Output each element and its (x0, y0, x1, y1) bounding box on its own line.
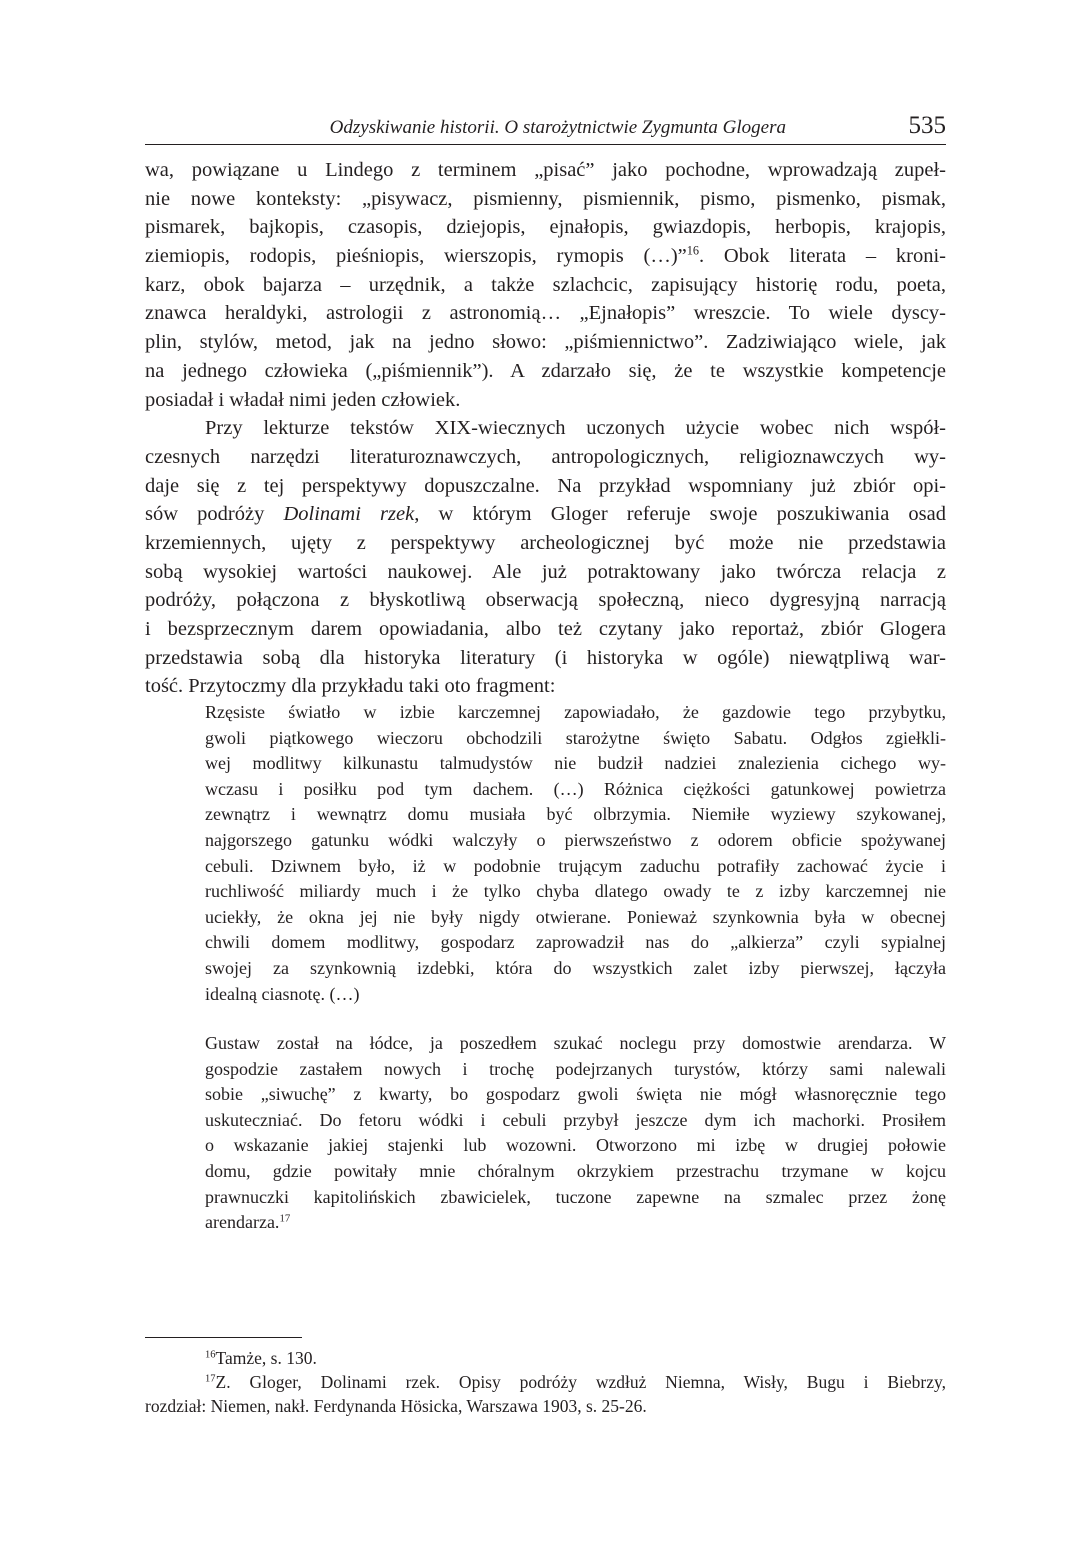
footnote-reference: 16 (205, 1349, 216, 1361)
quote-line: uskuteczniać. Do fetoru wódki i cebuli przybył jeszcze dym ich machorki. Prosiłem (205, 1109, 946, 1130)
italic-title: Dolinami rzek (283, 503, 415, 526)
quote-line: wczasu i posiłku pod tym dachem. (…) Różnica ciężkości gatunkowej powietrza (205, 778, 946, 799)
quote-line: Rzęsiste światło w izbie karczemnej zapowiadało, że gazdowie tego przybytku, (205, 702, 946, 722)
quote-line: gospodzie zastałem nowych i trochę podejrzanych turystów, którzy sami nalewali (205, 1058, 946, 1079)
block-quote-paragraph-1 (205, 700, 946, 1007)
running-title: Odzyskiwanie historii. O starożytnictwie Zygmunta Glogera (329, 117, 786, 138)
quote-line: Gustaw został na łódce, ja poszedłem szukać noclegu przy domostwie arendarza. W (205, 1033, 946, 1053)
text-segment: Tamże, s. 130. (215, 1348, 317, 1368)
paragraph-line: daje się z tej perspektywy dopuszczalne. Na przykład wspomniany już zbiór opi- (145, 474, 946, 497)
paragraph-line: na jednego człowieka („piśmiennik”). A zdarzało się, że te wszystkie kompetencje (145, 359, 946, 382)
text-segment: . Obok literata – kroni- (699, 245, 946, 268)
footnote-separator (145, 1337, 302, 1338)
paragraph-line: i bezsprzecznym darem opowiadania, albo też czytany jako reportaż, zbiór Glogera (145, 618, 946, 640)
quote-line: chwili domem modlitwy, gospodarz zaprowadził nas do „alkierza” czyli sypialnej (205, 932, 946, 953)
paragraph-line: sobą wysokiej wartości naukowej. Ale już potraktowany jako twórcza relacja z (145, 560, 946, 583)
paragraph-line (145, 500, 946, 529)
paragraph-line: nie nowe konteksty: „pisywacz, pismienny, pismiennik, pismo, pismenko, pismak, (145, 187, 946, 210)
paragraph-line: przedstawia sobą dla historyka literatury (i historyka w ogóle) niewątpliwą war- (145, 646, 946, 669)
quote-line: o wskazanie jakiej stajenki lub wozowni. Otworzono mi izbę w drugiej połowie (205, 1135, 946, 1156)
text-segment: , w którym Gloger referuje swoje poszukiwania osad (414, 503, 946, 526)
quote-line: idealną ciasnotę. (…) (205, 983, 360, 1004)
footnote-line: rozdział: Niemen, nakł. Ferdynanda Hösicka, Warszawa 1903, s. 25-26. (145, 1396, 647, 1416)
paragraph-line: znawca heraldyki, astrologii z astronomią… „Ejnałopis” wreszcie. To wiele dyscy- (145, 302, 946, 325)
footnote-line (145, 1346, 946, 1370)
paragraph-line: wa, powiązane u Lindego z terminem „pisać” jako pochodne, wprowadzają zupeł- (145, 159, 946, 181)
text-segment: ziemiopis, rodopis, pieśniopis, wierszopis, rymopis (…)” (145, 245, 687, 268)
paragraph-line: karz, obok bajarza – urzędnik, a także szlachcic, zapisujący historię rodu, poeta, (145, 273, 946, 296)
paragraph-line: pismarek, bajkopis, czasopis, dziejopis, ejnałopis, gwiazdopis, herbopis, krajopis, (145, 216, 946, 239)
text-segment: sów podróży (145, 503, 284, 526)
body-text (145, 156, 946, 701)
quote-line: uciekły, że okna jej nie były nigdy otwierane. Ponieważ szynkownia była w obecnej (205, 906, 946, 927)
block-quote-paragraph-2 (205, 1031, 946, 1236)
quote-line: wej modlitwy kilkunastu talmudystów nie budził nadziei znalezienia cichego wy- (205, 753, 946, 774)
quote-line: ruchliwość miliardy much i że tylko chyba dlatego owady te z izby karczemnej nie (205, 881, 946, 902)
text-segment: Z. Gloger, Dolinami rzek. Opisy podróży wzdłuż Niemna, Wisły, Bugu i Biebrzy, (215, 1372, 946, 1392)
quote-line: prawnuczki kapitolińskich zbawicielek, tuczone zapewne na szmalec przez żonę (205, 1186, 946, 1207)
quote-line: domu, gdzie powitały mnie chóralnym okrzykiem przestrachu trzymane w kojcu (205, 1160, 946, 1181)
text-segment: arendarza. (205, 1212, 280, 1233)
paragraph-line: krzemiennych, ujęty z perspektywy archeologicznej być może nie przedstawia (145, 531, 946, 554)
quote-line: swojej za szynkownią izdebki, która do wszystkich zalet izby pierwszej, łączyła (205, 957, 946, 978)
footnote-reference: 16 (686, 243, 700, 258)
footnotes (145, 1346, 946, 1418)
quote-line: zewnątrz i wewnątrz domu musiała być olbrzymia. Niemiłe wyziewy szykowanej, (205, 804, 946, 825)
footnote-reference: 17 (205, 1373, 216, 1385)
footnote-line (145, 1370, 946, 1394)
paragraph-line: plin, stylów, metod, jak na jedno słowo: „piśmiennictwo”. Zadziwiająco wiele, jak (145, 331, 946, 354)
quote-line: najgorszego gatunku wódki walczyły o pierwszeństwo z odorem obficie spożywanej (205, 829, 946, 850)
page-number: 535 (908, 112, 946, 139)
quote-line: cebuli. Dziwnem było, iż w podobnie trującym zaduchu potrafiły zachować życie i (205, 855, 946, 876)
paragraph-line: Przy lekturze tekstów XIX-wiecznych uczonych użycie wobec nich współ- (205, 417, 946, 440)
quote-line: sobie „siwuchę” z kwarty, bo gospodarz gwoli święta nie mógł własnoręcznie tego (205, 1084, 946, 1105)
quote-line: gwoli piątkowego wieczoru obchodzili starożytne święto Sabatu. Odgłos zgiełkli- (205, 727, 946, 748)
paragraph-line: posiadał i władał nimi jeden człowiek. (145, 388, 461, 411)
paragraph-line: podróży, połączona z błyskotliwą obserwacją społeczną, nieco dygresyjną narracją (145, 589, 946, 612)
footnote-reference: 17 (279, 1212, 291, 1225)
paragraph-line (145, 242, 946, 271)
paragraph-line: tość. Przytoczmy dla przykładu taki oto fragment: (145, 675, 556, 698)
running-header (145, 112, 946, 145)
paragraph-line: czesnych narzędzi literaturoznawczych, antropologicznych, religioznawczych wy- (145, 445, 946, 468)
quote-line (205, 1210, 946, 1236)
